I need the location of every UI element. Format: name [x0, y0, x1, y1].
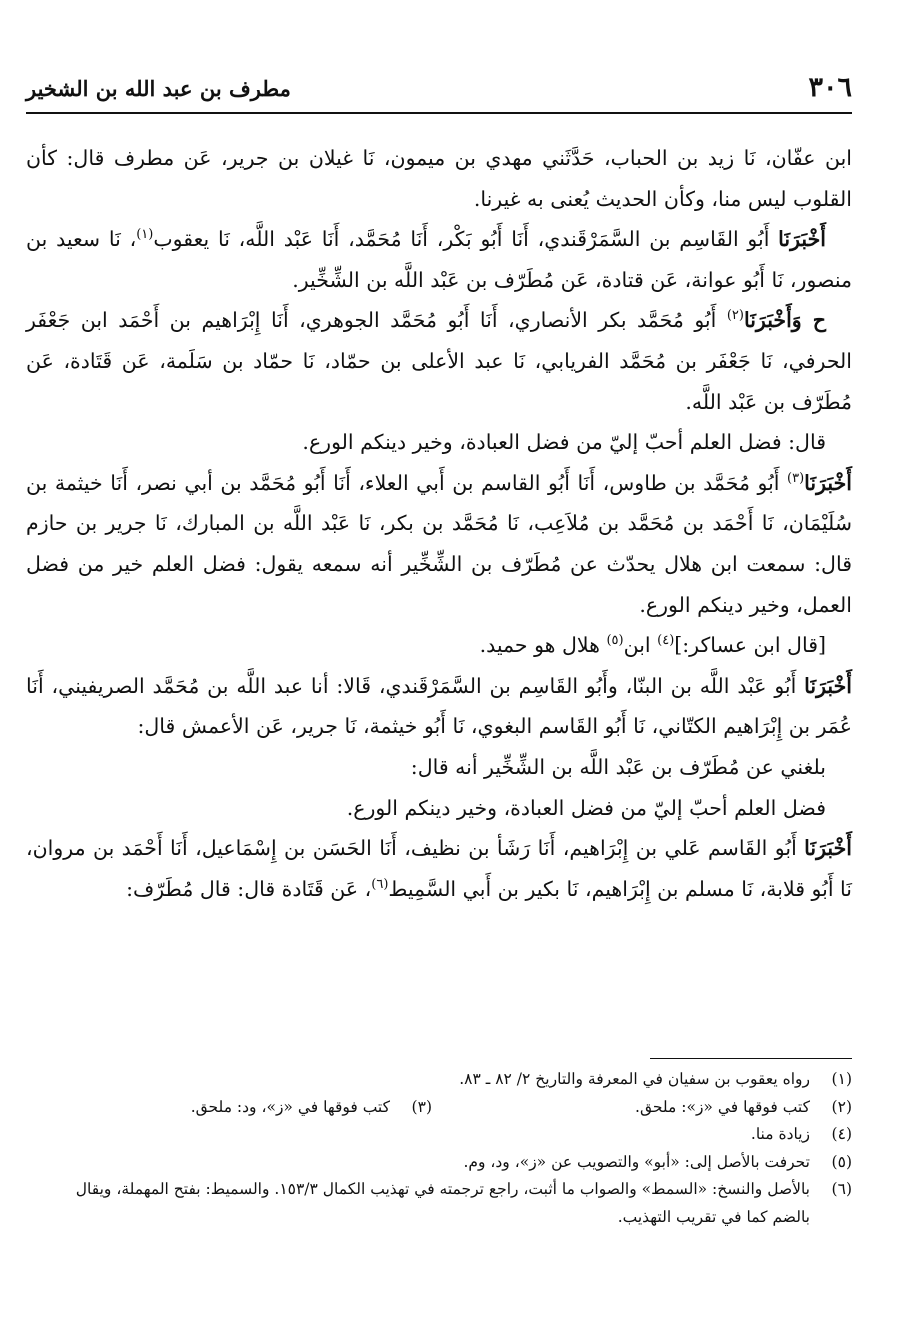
footnote-text: زيادة منا.	[750, 1125, 810, 1143]
akhbarana-keyword: أَخْبَرَنَا	[804, 673, 852, 698]
footnote-text: تحرفت بالأصل إلى: «أبو» والتصويب عن «ز»، ود، وم.	[463, 1152, 810, 1171]
footnote-1	[60, 1066, 852, 1094]
paragraph-2-text-b: ، نَا سعيد بن منصور، نَا أَبُو عوانة، عَن قتادة، عَن مُطَرّف بن عَبْد اللَّه بن الشِّخِّير.	[26, 227, 852, 292]
paragraph-1: ابن عفّان، نَا زيد بن الحباب، حَدَّثَني مهدي بن ميمون، نَا غيلان بن جرير، عَن مطرف قال: كأن القلوب ليس منا، وكأن الحديث يُعنى به غيرنا.	[26, 146, 852, 211]
footnote-text: رواه يعقوب بن سفيان في المعرفة والتاريخ ٢/ ٨٢ ـ ٨٣.	[459, 1070, 810, 1088]
paragraph-7-text: أَبُو عَبْد اللَّه بن البنّا، وأَبُو القَاسِم بن السَّمَرْقَندي، قَالا: أنا عبد اللَّه بن مُحَمَّد الصريفيني، أَنَا عُمَر بن إِبْرَاهيم الكتّاني، نَا أَبُو القَاسم البغوي، نَا أَبُو خيثمة، نَا جرير، عَن الأعمش قال:	[26, 673, 852, 739]
footnote-number: (٢)	[831, 1097, 852, 1116]
footnote-6	[60, 1176, 852, 1231]
paragraph-9: فضل العلم أحبّ إليّ من فضل العبادة، وخير دينكم الورع.	[346, 795, 826, 820]
footnote-row-2-3	[60, 1094, 852, 1122]
footnote-number: (٣)	[411, 1097, 432, 1116]
paragraph-6-text-c: هلال هو حميد.	[479, 633, 607, 658]
footnote-3	[191, 1094, 432, 1122]
paragraph-7	[26, 666, 852, 747]
footnote-text: بالأصل والنسخ: «السمط» والصواب ما أثبت، راجع ترجمته في تهذيب الكمال ١٥٣/٣. والسميط: بفتح المهملة، ويقال بالضم كما في تقريب التهذيب.	[75, 1180, 810, 1226]
footnote-4	[60, 1121, 852, 1149]
paragraph-6-text-a: [قال ابن عساكر:]	[674, 633, 826, 658]
footnote-ref-1: (١)	[136, 227, 154, 243]
akhbarana-keyword: أَخْبَرَنَا	[804, 470, 852, 495]
footnote-number: (٤)	[831, 1125, 852, 1143]
footnotes	[60, 1066, 852, 1231]
footnote-separator	[650, 1058, 852, 1059]
footnote-ref-6: (٦)	[371, 876, 389, 892]
footnote-ref-3: (٣)	[787, 470, 805, 486]
footnote-ref-4: (٤)	[657, 633, 675, 649]
footnote-text: كتب فوقها في «ز»: ملحق.	[635, 1097, 810, 1116]
footnote-5	[60, 1149, 852, 1177]
paragraph-5	[26, 463, 852, 625]
paragraph-3-text: أَبُو مُحَمَّد بكر الأنصاري، أَنَا أَبُو مُحَمَّد الجوهري، أَنَا إِبْرَاهيم بن أَحْمَد ابن جَعْفَر الحرفي، نَا جَعْفَر بن مُحَمَّد الفريابي، نَا عبد الأعلى بن حمّاد، نَا حمّاد بن سَلَمة، عَن قَتَادة، عَن مُطَرّف بن عَبْد اللَّه.	[26, 308, 852, 414]
footnote-text: كتب فوقها في «ز»، ود: ملحق.	[190, 1097, 390, 1116]
akhbarana-keyword: أَخْبَرَنَا	[778, 227, 826, 252]
paragraph-3	[26, 300, 852, 422]
footnote-2	[635, 1094, 852, 1122]
paragraph-4: قال: فضل العلم أحبّ إليّ من فضل العبادة، وخير دينكم الورع.	[302, 430, 826, 455]
paragraph-5-text: أَبُو مُحَمَّد بن طاوس، أَنَا أَبُو القاسم بن أَبي العلاء، أَنَا أَبُو مُحَمَّد بن أبي نصر، أَنَا خيثمة بن سُلَيْمَان، نَا أَحْمَد بن مُحَمَّد بن مُلاَعِب، نَا مُحَمَّد بن بكر، نَا عَبْد اللَّه بن المبارك، نَا جرير بن حازم قال: سمعت ابن هلال يحدّث عن مُطَرّف بن الشِّخِّير أنه سمعه يقول: فضل العلم خير من فضل العمل، وخير دينكم الورع.	[26, 470, 852, 617]
page-number: ٣٠٦	[808, 72, 852, 103]
akhbarana-keyword: أَخْبَرَنَا	[804, 836, 852, 861]
paragraph-6	[26, 625, 852, 666]
main-text	[26, 138, 852, 909]
ha-wa-akhbarana-keyword: ح وَأَخْبَرَنَا	[743, 308, 827, 333]
paragraph-2	[26, 219, 852, 300]
paragraph-10	[26, 828, 852, 909]
paragraph-2-text-a: أَبُو القَاسِم بن السَّمَرْقَندي، أَنَا أَبُو بَكْر، أَنَا مُحَمَّد، أَنَا عَبْد اللَّه، نَا يعقوب	[153, 227, 779, 252]
paragraph-10-text-b: ، عَن قَتَادة قال: قال مُطَرّف:	[126, 876, 372, 901]
footnote-ref-2: (٢)	[726, 308, 744, 324]
footnote-number: (٥)	[831, 1152, 852, 1171]
paragraph-10-text-a: أَبُو القَاسم عَلي بن إِبْرَاهيم، أَنَا رَشَأ بن نظيف، أَنَا الحَسَن بن إِسْمَاعيل، أَنَا أَحْمَد بن مروان، نَا أَبُو قلابة، نَا مسلم بن إِبْرَاهيم، نَا بكير بن أَبي السَّمِيط	[26, 836, 852, 901]
running-header	[26, 68, 852, 114]
footnote-number: (٦)	[831, 1180, 852, 1198]
footnote-number: (١)	[831, 1070, 852, 1088]
running-title: مطرف بن عبد الله بن الشخير	[26, 76, 291, 101]
paragraph-8: بلغني عن مُطَرّف بن عَبْد اللَّه بن الشِّخِّير أنه قال:	[410, 754, 826, 779]
footnote-ref-5: (٥)	[606, 633, 624, 649]
paragraph-6-text-b: ابن	[623, 633, 658, 658]
